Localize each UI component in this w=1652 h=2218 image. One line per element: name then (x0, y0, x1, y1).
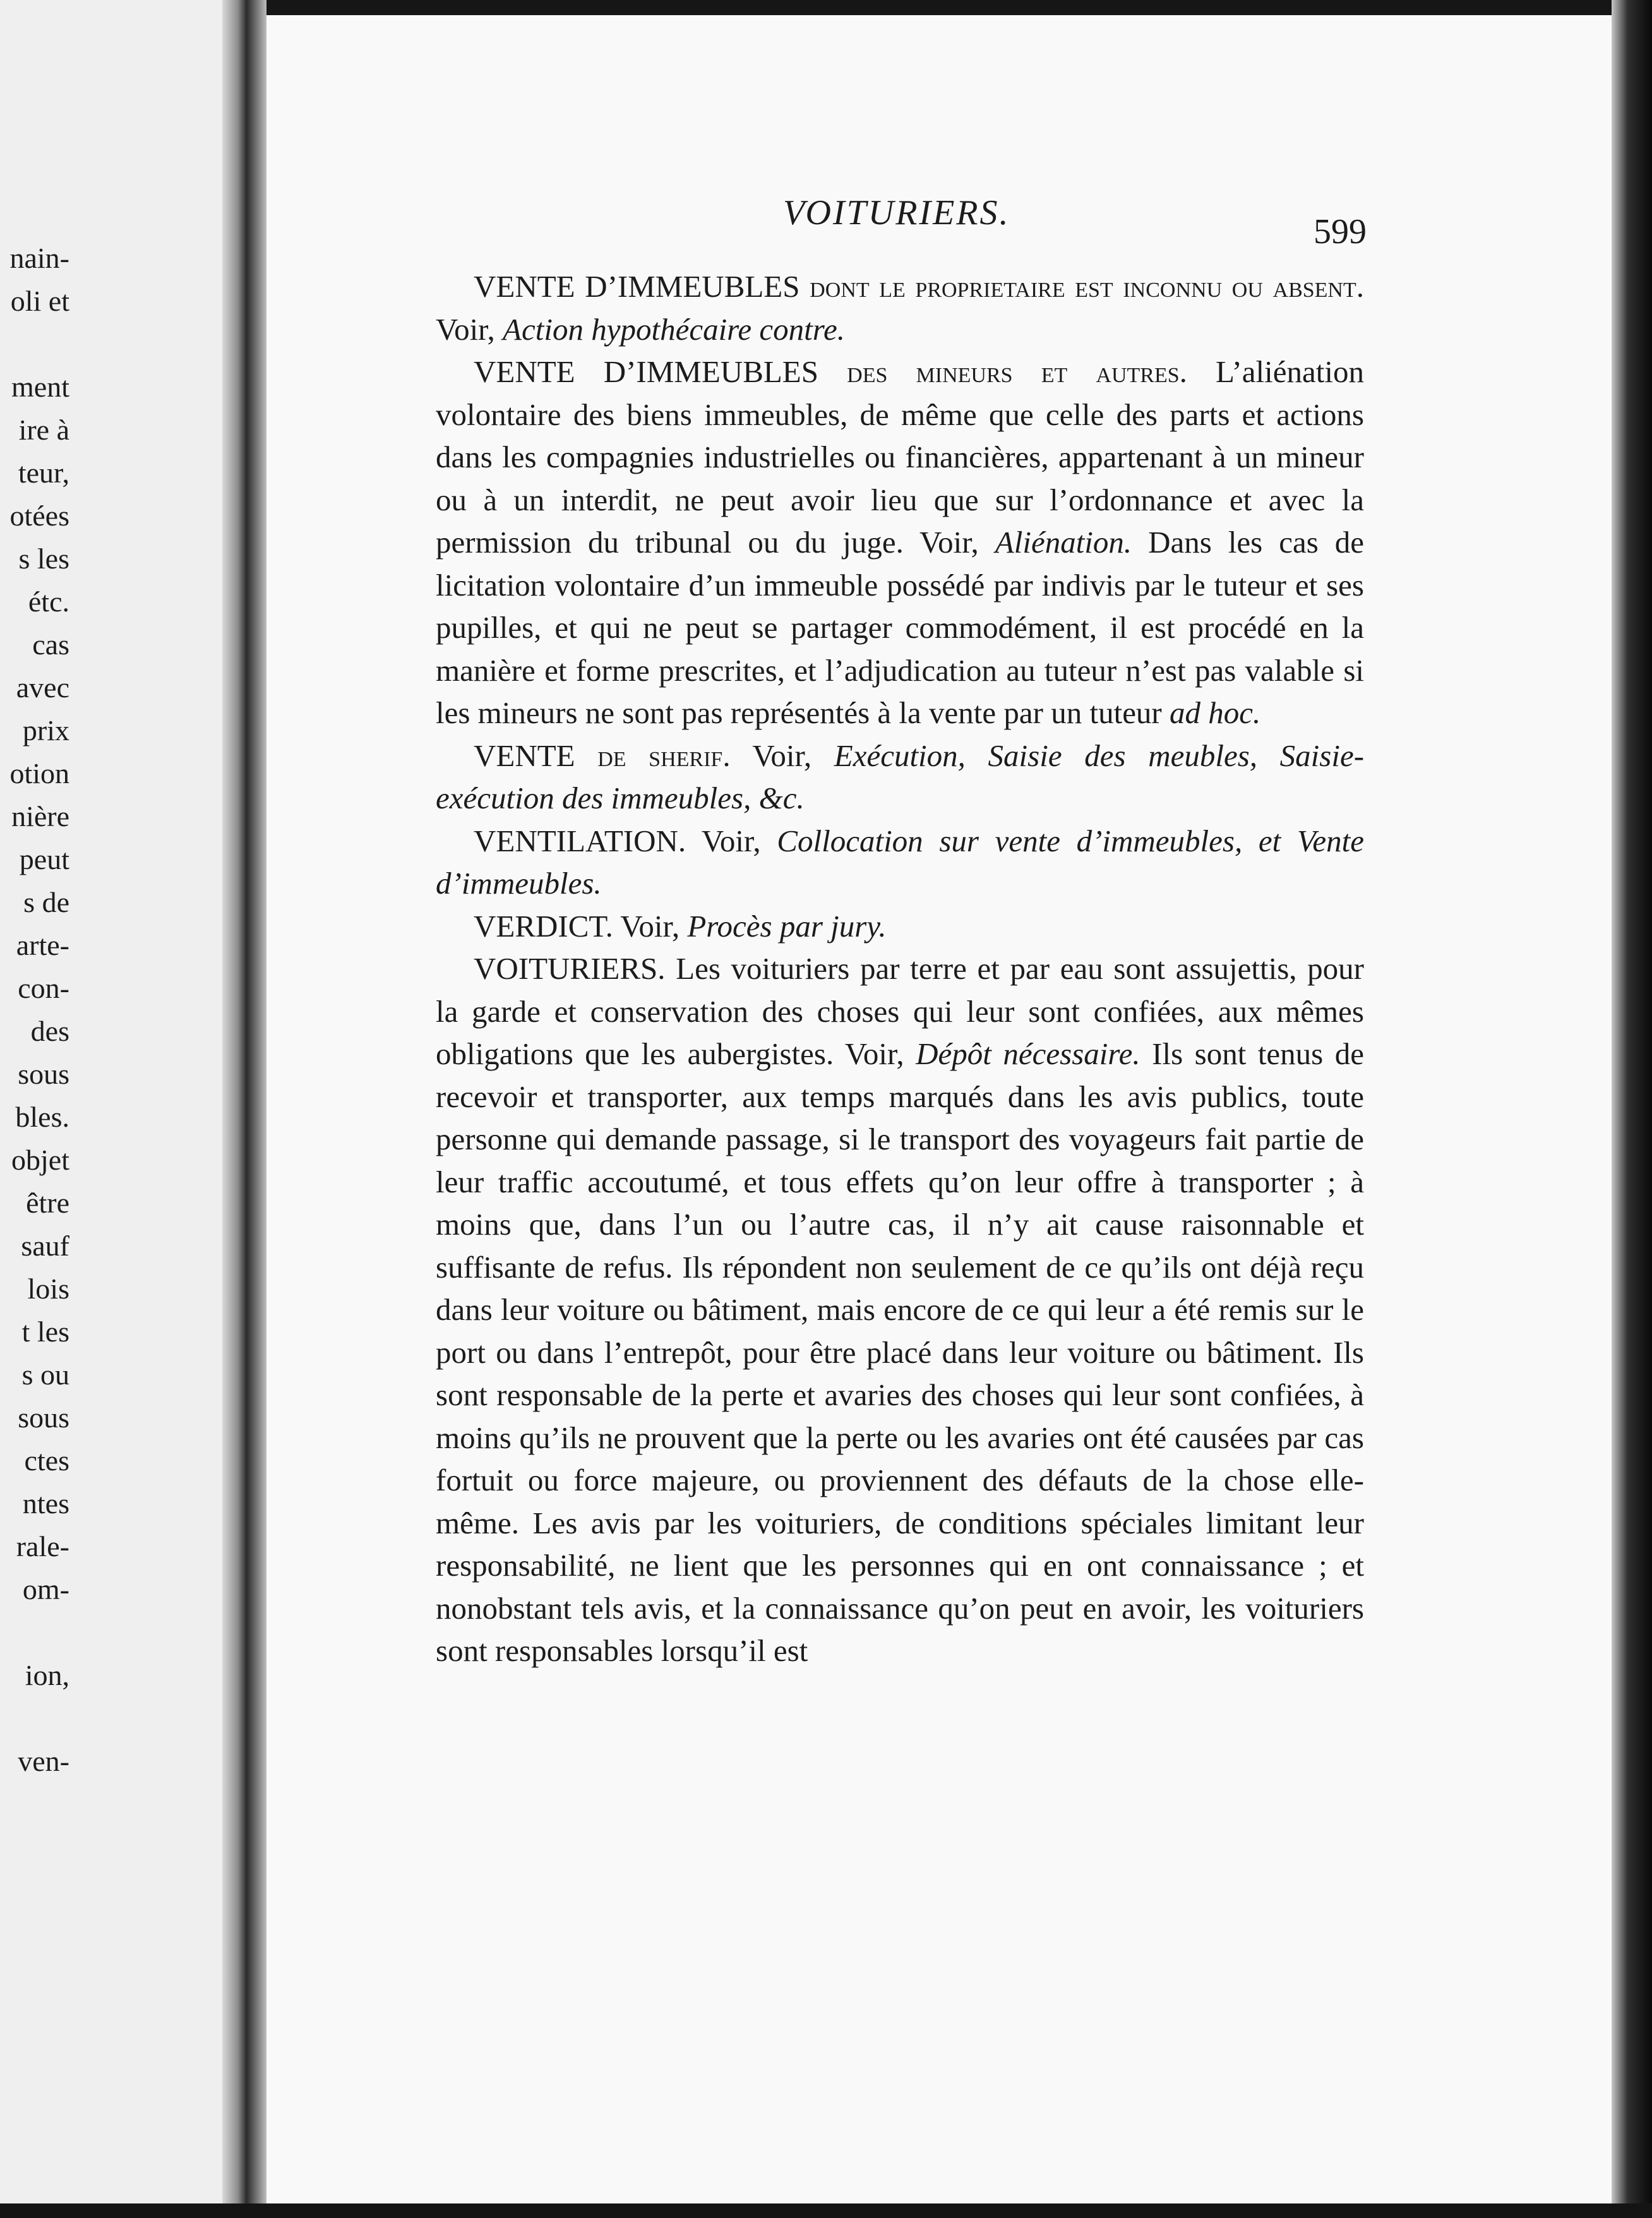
left-page-line: con- (18, 972, 69, 1004)
left-page-line: s les (18, 543, 69, 575)
left-page-lines (0, 237, 69, 1783)
dictionary-entry (436, 351, 1364, 734)
entry-headword: VENTE (474, 738, 575, 773)
entry-headword: VENTILATION. (474, 823, 686, 858)
entry-headword: VERDICT. (474, 908, 613, 944)
entry-body-text: Voir, (730, 738, 834, 773)
left-page-line: t les (21, 1316, 69, 1348)
left-page-line: om- (22, 1573, 69, 1605)
dictionary-text (436, 265, 1364, 1672)
entry-headword: VENTE D’IMMEUBLES (474, 269, 800, 304)
left-page-line: otées (9, 500, 69, 532)
entry-cross-reference: Exécution, Saisie des meubles, Saisie-exécution des immeubles, &c. (436, 738, 1365, 815)
left-page-line: avec (16, 671, 69, 704)
left-page-line: étc. (28, 585, 69, 618)
entry-body-text: Les voituriers par terre et par eau sont assujettis, pour la garde et conservation des choses qui leur sont confiées, aux mêmes obligations que les aubergistes. Voir, (436, 951, 1364, 1071)
entry-cross-reference: Action hypothécaire contre. (503, 311, 846, 347)
entry-cross-reference: Procès par jury. (687, 908, 887, 944)
entry-body-text: Ils sont tenus de recevoir et transporter, aux temps marqués dans les avis publics, toute personne qui demande passage, si le transport des voyageurs fait partie de leur traffic accoutumé, et tous effets qu’on leur offre à transporter ; à moins que, dans l’un ou l’autre cas, il n’y ait cause raisonnable et suffisante de refus. Ils répondent non seulement de ce qu’ils ont déjà reçu dans leur voiture ou bâtiment, mais encore de ce qui leur a été remis sur le port ou dans l’entrepôt, pour être placé dans leur voiture ou bâtiment. Ils sont responsable de la perte et avaries des choses qui leur sont confiées, à moins qu’ils ne prouvent que la perte ou les avaries ont été causées par cas fortuit ou force majeure, ou proviennent des défauts de la chose elle-même. Les avis par les voituriers, de conditions spéciales limitant leur responsabilité, ne lient que les personnes qui en ont connaissance ; et nonobstant tels avis, et la connaissance qu’on peut en avoir, les voituriers sont responsables lorsqu’il est (436, 1036, 1364, 1668)
entry-subhead: de sherif. (597, 738, 731, 773)
left-page-line: ment (11, 371, 69, 403)
left-page-line: arte- (16, 929, 69, 961)
left-page-line: lois (27, 1273, 69, 1305)
left-page-line: sous (18, 1401, 69, 1434)
left-page-line: oli et (10, 285, 69, 317)
left-page-fragment (0, 0, 222, 2218)
left-page-line: ire à (18, 414, 69, 446)
entry-cross-reference: Dépôt nécessaire. (916, 1036, 1140, 1071)
entry-body-text: Voir, (436, 311, 503, 347)
left-page-line: ven- (18, 1745, 69, 1777)
left-page-line: sauf (21, 1230, 69, 1262)
left-page-line: bles. (15, 1101, 69, 1133)
left-page-line: nain- (9, 242, 69, 274)
left-page-line: objet (11, 1144, 69, 1176)
entry-headword: VOITURIERS. (474, 951, 666, 986)
left-page-line: nière (11, 800, 69, 832)
book-gutter (222, 0, 266, 2218)
left-page-line: s de (23, 886, 69, 918)
left-page-line: otion (9, 757, 69, 789)
dictionary-entry (436, 734, 1364, 820)
left-page-line (0, 323, 69, 366)
dictionary-entry (436, 905, 1364, 948)
left-page-line: teur, (18, 457, 69, 489)
entry-headword: VENTE D’IMMEUBLES (474, 354, 818, 389)
entry-cross-reference: Collocation sur vente d’immeubles, et Vente d’immeubles. (436, 823, 1364, 901)
left-page-line (0, 1697, 69, 1740)
left-page-line: être (26, 1187, 69, 1219)
running-head: VOITURIERS. (783, 193, 1010, 232)
entry-body-text: Dans les cas de licitation volontaire d’un immeuble possédé par indivis par le tuteur et ses pupilles, et qui ne peut se partager commodément, il est procédé en la manière et forme prescrites, et l’adjudication au tuteur n’est pas valable si les mineurs ne sont pas représentés à la vente par un tuteur (436, 525, 1365, 730)
page-number: 599 (1314, 212, 1367, 251)
left-page-line: ctes (24, 1444, 69, 1477)
entry-subhead: des mineurs et autres. (847, 354, 1187, 389)
entry-cross-reference: ad hoc. (1170, 695, 1261, 730)
entry-body-text: Voir, (686, 823, 777, 858)
left-page-line: s ou (21, 1358, 69, 1391)
left-page-line (0, 1611, 69, 1654)
entry-cross-reference: Aliénation. (995, 525, 1132, 560)
entry-body-text: L’aliénation volontaire des biens immeubles, de même que celle des parts et actions dans les compagnies industrielles ou financières, appartenant à un mineur ou à un interdit, ne peut avoir lieu que sur l’ordonnance et avec la permission du tribunal ou du juge. Voir, (436, 354, 1364, 560)
dictionary-entry (436, 820, 1364, 905)
entry-body-text: Voir, (613, 908, 688, 944)
left-page-line: ion, (25, 1659, 69, 1691)
left-page-line: cas (32, 628, 69, 661)
left-page-line: des (30, 1015, 69, 1047)
dictionary-entry (436, 947, 1364, 1672)
scan-right-edge (1612, 0, 1652, 2218)
dictionary-entry (436, 265, 1364, 351)
left-page-line: prix (22, 714, 69, 746)
left-page-line: sous (18, 1058, 69, 1090)
left-page-line: peut (19, 843, 69, 875)
left-page-line: ntes (22, 1487, 69, 1520)
entry-subhead: dont le proprietaire est inconnu ou absent. (810, 269, 1365, 304)
scan-bottom-edge (0, 2203, 1652, 2218)
left-page-line: rale- (16, 1530, 69, 1562)
